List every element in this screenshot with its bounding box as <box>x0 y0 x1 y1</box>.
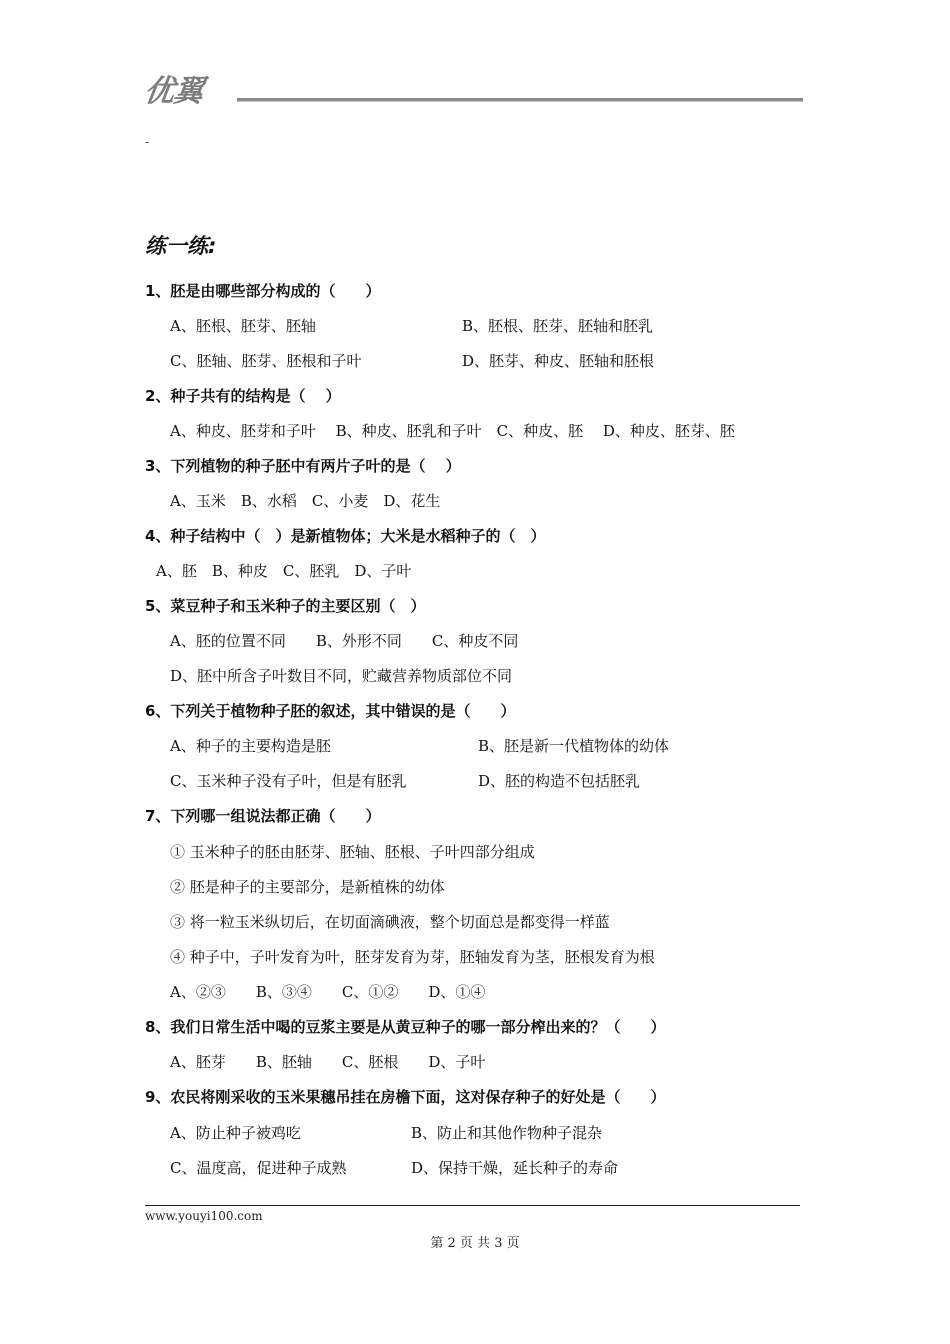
q7-statement-4: ④ 种子中，子叶发育为叶，胚芽发育为芽，胚轴发育为茎，胚根发育为根 <box>170 948 655 966</box>
q6-option-a: A、种子的主要构造是胚 <box>170 737 331 755</box>
question-8: 8、我们日常生活中喝的豆浆主要是从黄豆种子的哪一部分榨出来的？（ ） <box>145 1018 666 1036</box>
q1-option-a: A、胚根、胚芽、胚轴 <box>170 317 316 335</box>
q7-statement-2: ② 胚是种子的主要部分，是新植株的幼体 <box>170 878 445 896</box>
question-3: 3、下列植物的种子胚中有两片子叶的是（ ） <box>145 457 461 475</box>
q1-option-c: C、胚轴、胚芽、胚根和子叶 <box>170 352 362 370</box>
q7-statement-3: ③ 将一粒玉米纵切后，在切面滴碘液，整个切面总是都变得一样蓝 <box>170 913 610 931</box>
q8-options: A、胚芽 B、胚轴 C、胚根 D、子叶 <box>170 1053 486 1071</box>
footer-divider <box>145 1205 800 1206</box>
q9-option-a: A、防止种子被鸡吃 <box>170 1124 301 1142</box>
q6-option-c: C、玉米种子没有子叶，但是有胚乳 <box>170 772 407 790</box>
footer-url: www.youyi100.com <box>145 1209 263 1223</box>
q1-option-d: D、胚芽、种皮、胚轴和胚根 <box>462 352 655 370</box>
question-5: 5、菜豆种子和玉米种子的主要区别（ ） <box>145 597 426 615</box>
question-1: 1、胚是由哪些部分构成的（ ） <box>145 282 381 300</box>
q7-options: A、②③ B、③④ C、①② D、①④ <box>170 983 486 1001</box>
dash-mark: - <box>145 135 150 149</box>
question-7: 7、下列哪一组说法都正确（ ） <box>145 807 381 825</box>
q3-options: A、玉米 B、水稻 C、小麦 D、花生 <box>170 492 441 510</box>
q9-option-c: C、温度高，促进种子成熟 <box>170 1159 347 1177</box>
page-number: 第 2 页 共 3 页 <box>430 1236 520 1251</box>
q9-option-d: D、保持干燥，延长种子的寿命 <box>411 1159 619 1177</box>
question-6: 6、下列关于植物种子胚的叙述，其中错误的是（ ） <box>145 702 516 720</box>
brand-logo: 优翼 <box>142 74 205 109</box>
q6-option-d: D、胚的构造不包括胚乳 <box>478 772 641 790</box>
q4-options: A、胚 B、种皮 C、胚乳 D、子叶 <box>156 562 412 580</box>
page-header <box>142 62 803 112</box>
q5-options-line2: D、胚中所含子叶数目不同，贮藏营养物质部位不同 <box>170 667 513 685</box>
section-title: 练一练: <box>145 234 217 258</box>
q6-option-b: B、胚是新一代植物体的幼体 <box>478 737 670 755</box>
question-9: 9、农民将刚采收的玉米果穗吊挂在房檐下面，这对保存种子的好处是（ ） <box>145 1088 666 1106</box>
header-divider <box>237 98 803 102</box>
q9-option-b: B、防止和其他作物种子混杂 <box>411 1124 603 1142</box>
q2-options: A、种皮、胚芽和子叶 B、种皮、胚乳和子叶 C、种皮、胚 D、种皮、胚芽、胚 <box>170 422 735 440</box>
q5-options-line1: A、胚的位置不同 B、外形不同 C、种皮不同 <box>170 632 519 650</box>
q7-statement-1: ① 玉米种子的胚由胚芽、胚轴、胚根、子叶四部分组成 <box>170 843 535 861</box>
question-4: 4、种子结构中（ ）是新植物体；大米是水稻种子的（ ） <box>145 527 546 545</box>
q1-option-b: B、胚根、胚芽、胚轴和胚乳 <box>462 317 654 335</box>
question-2: 2、种子共有的结构是（ ） <box>145 387 341 405</box>
